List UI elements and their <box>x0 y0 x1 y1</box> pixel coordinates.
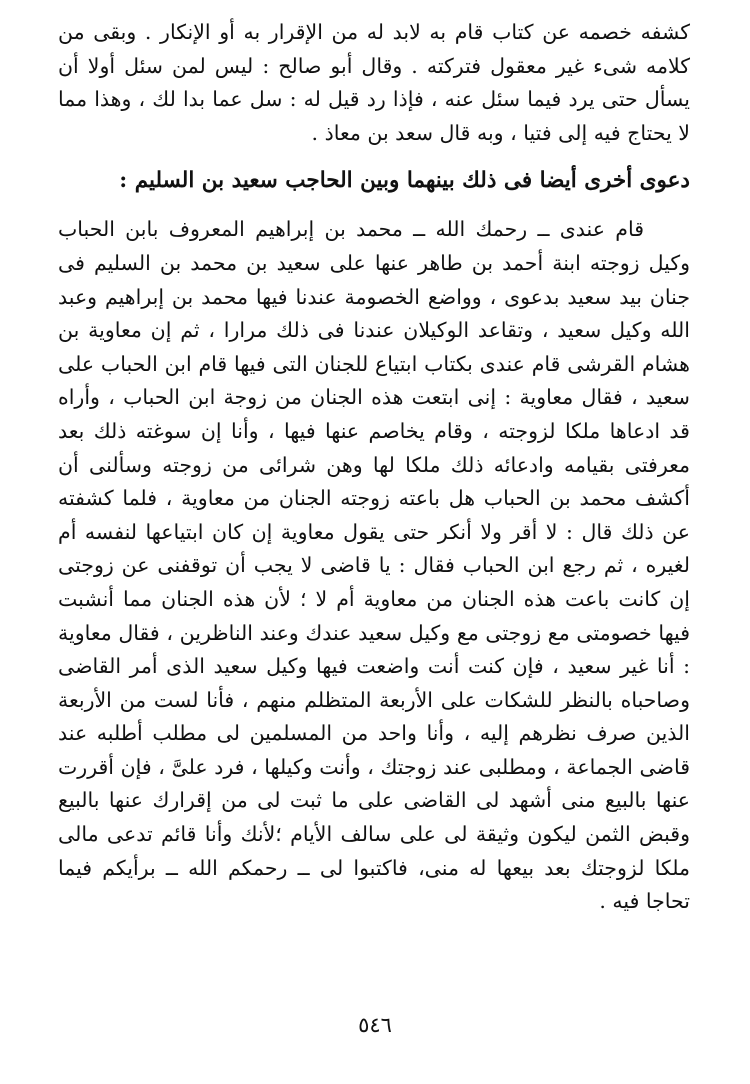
paragraph-continued: كشفه خصمه عن كتاب قام به لابد له من الإقرار به أو الإنكار . وبقى من كلامه شىء غير معقول فتركته . وقال أبو صالح : ليس لمن سئل أولا أن يسأل حتى يرد فيما سئل عنه ، فإذا رد قيل له : سل عما بدا لك ، وهذا مما لا يحتاج فيه إلى فتيا ، وبه قال سعد بن معاذ . <box>58 20 690 145</box>
document-page <box>58 16 690 919</box>
page-number: ٥٤٦ <box>358 1013 392 1037</box>
section-heading: دعوى أخرى أيضا فى ذلك بينهما وبين الحاجب سعيد بن السليم : <box>119 168 690 194</box>
paragraph-main: قام عندى ــ رحمك الله ــ محمد بن إبراهيم المعروف بابن الحباب وكيل زوجته ابنة أحمد بن طاهر عنها على سعيد بن محمد بن السليم فى جنان بيد سعيد بدعوى ، وواضع الخصومة عندنا فيها محمد بن إبراهيم وعبد الله وكيل سعيد ، وتقاعد الوكيلان عندنا فى ذلك مرارا ، ثم إن معاوية بن هشام القرشى قام عندى بكتاب ابتياع للجنان التى فيها قام ابن الحباب على سعيد ، فقال معاوية : إنى ابتعت هذه الجنان من زوجة ابن الحباب ، وأراه قد ادعاها ملكا لزوجته ، وقام يخاصم عنها فيها ، وأنا إن سوغته ذلك بعد معرفتى بقيامه وادعائه ذلك ملكا لها وهن شرائى من زوجته وسألنى أن أكشف محمد بن الحباب هل باعته زوجته الجنان من معاوية ، فلما كشفته عن ذلك قال : لا أقر ولا أنكر حتى يقول معاوية إن كان ابتياعها لنفسه أم لغيره ، ثم رجع ابن الحباب فقال : يا قاضى لا يجب أن توقفنى عن زوجتى إن كانت باعت هذه الجنان من معاوية أم لا ؛ لأن هذه الجنان مما أنشبت فيها خصومتى مع زوجتى مع وكيل سعيد عندك وعند الناظرين ، فقال معاوية : أنا غير سعيد ، فإن كنت أنت واضعت فيها وكيل سعيد الذى أمر القاضى وصاحباه بالنظر للشكات على الأربعة المتظلم منهم ، فأنا لست من الأربعة الذين صرف نظرهم إليه ، وأنا واحد من المسلمين لى مطلب أطلبه عند قاضى الجماعة ، ومطلبى عند زوجتك ، وأنت وكيلها ، فرد علىَّ ، فإن أقررت عنها بالبيع منى أشهد لى القاضى على ما ثبت لى من إقرارك عنها بالبيع وقبض الثمن ليكون وثيقة لى على سالف الأيام ؛لأنك وأنا قائم تدعى مالى ملكا لزوجتك بعد بيعها له منى، فاكتبوا لى ــ رحمكم الله ــ برأيكم فيما تحاجا فيه . <box>58 217 690 914</box>
